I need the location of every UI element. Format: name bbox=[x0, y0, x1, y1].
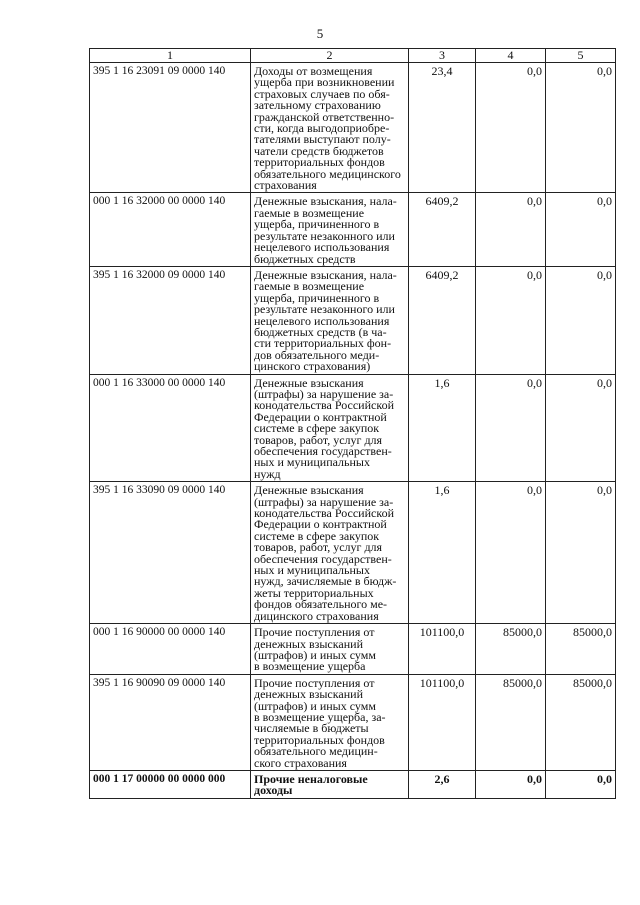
amount-cell-col5: 0,0 bbox=[546, 482, 616, 624]
amount-cell-col3: 101100,0 bbox=[409, 674, 476, 770]
amount-cell-col3: 101100,0 bbox=[409, 624, 476, 675]
table-row bbox=[90, 770, 616, 798]
description-cell bbox=[251, 266, 409, 374]
description-cell bbox=[251, 770, 409, 798]
budget-code-cell: 395 1 16 32000 09 0000 140 bbox=[90, 266, 251, 374]
budget-code-cell: 395 1 16 23091 09 0000 140 bbox=[90, 63, 251, 193]
column-header-2: 2 bbox=[251, 49, 409, 63]
description-line: страхования bbox=[254, 178, 317, 193]
description-line: ского страхования bbox=[254, 755, 347, 770]
amount-cell-col4: 85000,0 bbox=[476, 624, 546, 675]
description-line: денежных взысканий bbox=[254, 636, 363, 651]
description-line: бюджетных средств (в ча- bbox=[254, 324, 387, 339]
description-line: (штрафы) за нарушение за- bbox=[254, 386, 394, 401]
description-line: бюджетных средств bbox=[254, 251, 356, 266]
description-line: гаемые в возмещение bbox=[254, 205, 365, 220]
amount-cell-col5: 0,0 bbox=[546, 770, 616, 798]
description-line: обеспечения государствен- bbox=[254, 444, 392, 458]
budget-code-cell: 395 1 16 33090 09 0000 140 bbox=[90, 482, 251, 624]
column-header-1: 1 bbox=[90, 49, 251, 63]
description-line: в возмещение ущерба bbox=[254, 659, 366, 674]
description-line: ных и муниципальных bbox=[254, 563, 370, 578]
amount-cell-col3: 6409,2 bbox=[409, 266, 476, 374]
description-line: в возмещение ущерба, за- bbox=[254, 709, 386, 724]
table-body bbox=[90, 63, 616, 799]
description-line: ущерба при возникновении bbox=[254, 75, 395, 90]
description-line: конодательства Российской bbox=[254, 398, 394, 413]
description-line: (штрафы) за нарушение за- bbox=[254, 494, 394, 509]
description-line: Федерации о контрактной bbox=[254, 517, 387, 532]
description-line: территориальных фондов bbox=[254, 732, 385, 747]
budget-code-cell: 000 1 16 33000 00 0000 140 bbox=[90, 374, 251, 482]
table-header-row bbox=[90, 49, 616, 63]
page-number: 5 bbox=[316, 26, 324, 41]
amount-cell-col4: 0,0 bbox=[476, 266, 546, 374]
column-header-4: 4 bbox=[476, 49, 546, 63]
table-row bbox=[90, 63, 616, 193]
description-line: конодательства Российской bbox=[254, 506, 394, 521]
amount-cell-col4: 0,0 bbox=[476, 482, 546, 624]
description-line: Прочие поступления от bbox=[254, 675, 375, 690]
table-row bbox=[90, 193, 616, 266]
description-cell bbox=[251, 63, 409, 193]
description-line: числяемые в бюджеты bbox=[254, 721, 369, 736]
amount-cell-col5: 0,0 bbox=[546, 266, 616, 374]
description-cell bbox=[251, 624, 409, 675]
budget-code-cell: 000 1 16 32000 00 0000 140 bbox=[90, 193, 251, 266]
description-line: обязательного медицинского bbox=[254, 166, 401, 181]
description-cell bbox=[251, 482, 409, 624]
description-line: обеспечения государствен- bbox=[254, 551, 392, 566]
description-line: зательному страхованию bbox=[254, 98, 381, 113]
amount-cell-col5: 0,0 bbox=[546, 374, 616, 482]
description-cell bbox=[251, 193, 409, 266]
description-line: нужд, зачисляемые в бюдж- bbox=[254, 574, 397, 589]
table-row bbox=[90, 624, 616, 675]
description-line: результате незаконного или bbox=[254, 228, 395, 243]
description-line: Прочие неналоговые bbox=[254, 771, 368, 786]
description-line: дов обязательного меди- bbox=[254, 347, 380, 362]
description-line: нецелевого использования bbox=[254, 240, 390, 255]
description-line: гражданской ответственно- bbox=[254, 109, 395, 124]
amount-cell-col4: 0,0 bbox=[476, 193, 546, 266]
description-line: жеты территориальных bbox=[254, 585, 374, 600]
amount-cell-col5: 0,0 bbox=[546, 63, 616, 193]
amount-cell-col5: 0,0 bbox=[546, 193, 616, 266]
description-cell bbox=[251, 374, 409, 482]
description-line: нецелевого использования bbox=[254, 313, 390, 328]
description-line: Федерации о контрактной bbox=[254, 409, 387, 424]
description-line: чатели средств бюджетов bbox=[254, 143, 384, 158]
description-line: товаров, работ, услуг для bbox=[254, 432, 383, 447]
description-line: сти территориальных фон- bbox=[254, 336, 392, 351]
description-line: доходы bbox=[254, 783, 293, 798]
amount-cell-col3: 23,4 bbox=[409, 63, 476, 193]
description-cell bbox=[251, 674, 409, 770]
description-line: денежных взысканий bbox=[254, 687, 363, 702]
description-line: Денежные взыскания, нала- bbox=[254, 194, 397, 209]
table-row bbox=[90, 482, 616, 624]
column-header-3: 3 bbox=[409, 49, 476, 63]
description-line: территориальных фондов bbox=[254, 155, 385, 170]
description-line: дицинского страхования bbox=[254, 608, 379, 623]
description-line: Денежные взыскания bbox=[254, 375, 364, 390]
amount-cell-col4: 85000,0 bbox=[476, 674, 546, 770]
budget-code-cell: 395 1 16 90090 09 0000 140 bbox=[90, 674, 251, 770]
description-line: сти, когда выгодоприобре- bbox=[254, 121, 390, 136]
description-line: гаемые в возмещение bbox=[254, 279, 365, 294]
table-row bbox=[90, 266, 616, 374]
amount-cell-col5: 85000,0 bbox=[546, 674, 616, 770]
description-line: обязательного медицин- bbox=[254, 744, 378, 759]
column-header-5: 5 bbox=[546, 49, 616, 63]
description-line: ных и муниципальных bbox=[254, 455, 370, 470]
description-line: фондов обязательного ме- bbox=[254, 597, 388, 612]
description-line: Прочие поступления от bbox=[254, 625, 375, 640]
amount-cell-col4: 0,0 bbox=[476, 770, 546, 798]
description-line: системе в сфере закупок bbox=[254, 421, 380, 436]
amount-cell-col4: 0,0 bbox=[476, 63, 546, 193]
amount-cell-col3: 1,6 bbox=[409, 374, 476, 482]
description-line: Доходы от возмещения bbox=[254, 64, 373, 78]
amount-cell-col3: 6409,2 bbox=[409, 193, 476, 266]
description-line: страховых случаев по обя- bbox=[254, 86, 390, 101]
description-line: товаров, работ, услуг для bbox=[254, 540, 383, 555]
amount-cell-col3: 2,6 bbox=[409, 770, 476, 798]
amount-cell-col5: 85000,0 bbox=[546, 624, 616, 675]
table-row bbox=[90, 374, 616, 482]
amount-cell-col3: 1,6 bbox=[409, 482, 476, 624]
table-row bbox=[90, 674, 616, 770]
description-line: Денежные взыскания, нала- bbox=[254, 267, 397, 282]
budget-code-cell: 000 1 16 90000 00 0000 140 bbox=[90, 624, 251, 675]
description-line: тателями выступают полу- bbox=[254, 132, 391, 147]
description-line: системе в сфере закупок bbox=[254, 528, 380, 543]
description-line: (штрафов) и иных сумм bbox=[254, 647, 376, 662]
description-line: нужд bbox=[254, 466, 281, 481]
description-line: (штрафов) и иных сумм bbox=[254, 698, 376, 713]
amount-cell-col4: 0,0 bbox=[476, 374, 546, 482]
description-line: ущерба, причиненного в bbox=[254, 217, 380, 232]
description-line: ущерба, причиненного в bbox=[254, 290, 380, 305]
description-line: цинского страхования) bbox=[254, 359, 371, 374]
description-line: Денежные взыскания bbox=[254, 483, 364, 498]
budget-table bbox=[89, 48, 616, 799]
budget-code-cell: 000 1 17 00000 00 0000 000 bbox=[90, 770, 251, 798]
description-line: результате незаконного или bbox=[254, 302, 395, 317]
